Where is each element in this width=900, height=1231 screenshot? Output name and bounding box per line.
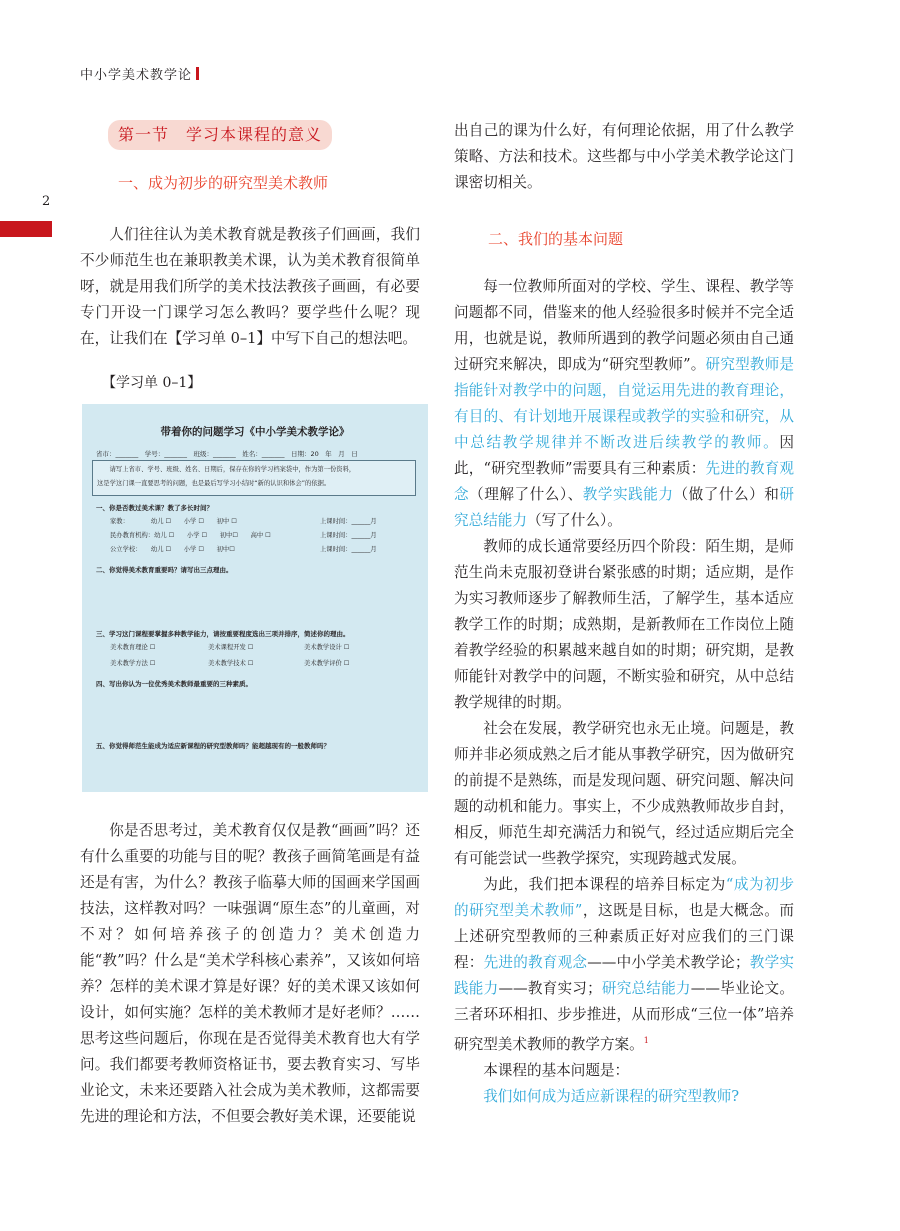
worksheet-note-line-1: 请写上省市、学号、班级、姓名、日期后，保存在你的学习档案袋中，作为第一份资料， [109,466,356,473]
worksheet-title: 带着你的问题学习《中小学美术教学论》 [160,426,350,438]
growth-stages-paragraph: 教师的成长通常要经历四个阶段：陌生期，是师范生尚未克服初登讲台紧张感的时期；适应期，是作为实习教师逐步了解教师生活，了解学生，基本适应教学工作的时期；成熟期，是新教师在工作岗位上随着教学经验的积累越来越自如的时期；研究期，是教师能针对教学中的问题，不断实验和研究，从中总结教学规律的时期。 [454,538,794,711]
worksheet-label: 【学习单 0–1】 [102,375,202,391]
worksheet-q1-time-private: 上课时间：______月 [320,532,377,539]
worksheet-question-3: 三、学习这门课程要掌握多种教学能力，请按重要程度选出三项并排序，简述你的理由。 [96,630,350,638]
worksheet-question-5: 五、你觉得师范生能成为适应新课程的研究型教师吗？能超越现有的一般教师吗？ [96,742,330,750]
worksheet-info-line: 省市：_______ 学号：_______ 班级：_______ 姓名：_______ 日期：20 年 月 日 [96,450,358,458]
worksheet-q3-option: 美术教育理论 ☐ [110,644,156,651]
worksheet-q1-option-home: 家教： 幼儿 ☐ 小学 ☐ 初中 ☐ [110,518,237,525]
subsection-title-1: 一、成为初步的研究型美术教师 [118,174,329,192]
page-edge-tab [0,221,52,237]
section-title: 第一节 学习本课程的意义 [108,120,332,150]
worksheet-q3-option: 美术教学评价 ☐ [304,660,350,667]
intro-paragraph: 人们往往认为美术教育就是教孩子们画画，我们不少师范生也在兼职教美术课，认为美术教育很简单呀，就是用我们所学的美术技法教孩子画画，有必要专门开设一门课学习怎么教吗？要学些什么呢？现在，让我们在【学习单 0–1】中写下自己的想法吧。 [80,226,420,347]
basic-question: 我们如何成为适应新课程的研究型教师? [483,1087,740,1105]
worksheet-q3-option: 美术教学方法 ☐ [110,660,156,667]
right-column-top [454,118,794,196]
worksheet-note [92,460,416,496]
worksheet-q1-time-public: 上课时间：______月 [320,546,377,553]
worksheet-question-4: 四、写出你认为一位优秀美术教师最重要的三种素质。 [96,680,252,688]
running-header: 中小学美术教学论 [80,64,199,83]
page-number: 2 [42,194,51,209]
worksheet-q3-option: 美术教学设计 ☐ [304,644,350,651]
continued-paragraph: 出自己的课为什么好，有何理论依据，用了什么教学策略、方法和技术。这些都与中小学美术教学论这门课密切相关。 [454,122,794,191]
questions-paragraph: 你是否思考过，美术教育仅仅是教“画画”吗？还有什么重要的功能与目的呢？教孩子画简笔画是有益还是有害，为什么？教孩子临摹大师的国画来学国画技法，这样教对吗？一味强调“原生态”的儿童画，对不对？如何培养孩子的创造力？美术创造力能“教”吗？什么是“美术学科核心素养”，又该如何培养？怎样的美术课才算是好课？好的美术课又该如何设计，如何实施？怎样的美术教师才是好老师？……思考这些问题后，你现在是否觉得美术教育也大有学问。我们都要考教师资格证书，要去教育实习、写毕业论文，未来还要踏入社会成为美术教师，这都需要先进的理论和方法，不但要会教好美术课，还要能说 [80,822,420,1125]
subsection-title-2: 二、我们的基本问题 [488,230,624,248]
footnote-marker[interactable]: 1 [643,1036,649,1045]
right-column-body [454,274,794,1110]
header-bar-decoration [196,67,199,80]
worksheet-q1-option-private: 民办教育机构：幼儿 ☐ 小学 ☐ 初中☐ 高中 ☐ [110,532,271,539]
course-goal-paragraph: 为此，我们把本课程的培养目标定为“成为初步的研究型美术教师”，这既是目标，也是大概念。而上述研究型教师的三种素质正好对应我们的三门课程：先进的教育观念——中小学美术教学论；教学实践能力——教育实习；研究总结能力——毕业论文。三者环环相扣、步步推进，从而形成“三位一体”培养研究型美术教师的教学方案。$^1$ [454,876,794,1053]
society-paragraph: 社会在发展，教学研究也永无止境。问题是，教师并非必须成熟之后才能从事教学研究，因为做研究的前提不是熟练，而是发现问题、研究问题、解决问题的动机和能力。事实上，不少成熟教师故步自封，相反，师范生却充满活力和锐气，经过适应期后完全有可能尝试一些教学探究，实现跨越式发展。 [454,720,794,867]
worksheet-q3-option: 美术教学技术 ☐ [208,660,254,667]
worksheet-q3-option: 美术课程开发 ☐ [208,644,254,651]
worksheet [82,404,428,792]
left-column-bottom [80,818,420,1130]
basic-question-intro: 本课程的基本问题是： [483,1061,630,1079]
worksheet-q1-option-public: 公立学校： 幼儿 ☐ 小学 ☐ 初中☐ [110,546,235,553]
worksheet-question-1: 一、你是否教过美术课？教了多长时间？ [96,504,213,512]
left-column-top [80,222,420,352]
worksheet-q1-time-home: 上课时间：______月 [320,518,377,525]
research-teacher-paragraph: 每一位教师所面对的学校、学生、课程、教学等问题都不同，借鉴来的他人经验很多时候并不完全适用，也就是说，教师所遇到的教学问题必须由自己通过研究来解决，即成为“研究型教师”。研究型教师是指能针对教学中的问题，自觉运用先进的教育理论，有目的、有计划地开展课程或教学的实验和研究，从中总结教学规律并不断改进后续教学的教师。因此，“研究型教师”需要具有三种素质：先进的教育观念（理解了什么）、教学实践能力（做了什么）和研究总结能力（写了什么）。 [454,278,794,529]
worksheet-question-2: 二、你觉得美术教育重要吗？请写出三点理由。 [96,566,233,574]
worksheet-note-line-2: 这是学这门课一直要思考的问题，也是最后写学习小结时“新的认识和体会”的依据。 [97,480,331,487]
